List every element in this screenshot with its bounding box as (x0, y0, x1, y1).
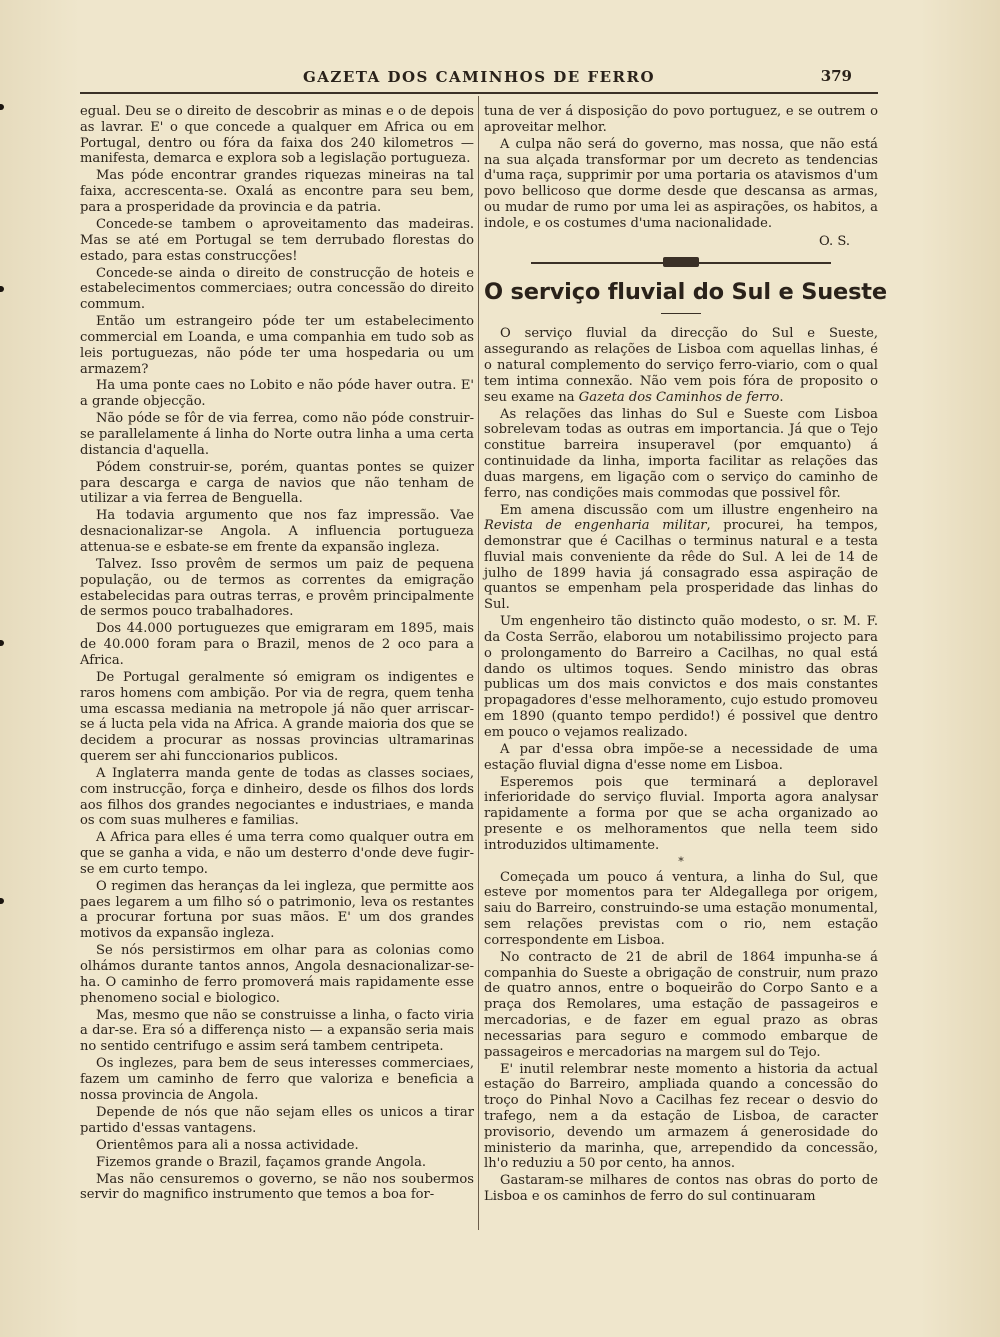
paragraph: Pódem construir-se, porém, quantas pontes se quizer para descarga e carga de navios que não tenham de utilizar a via ferrea de Benguella. (80, 459, 474, 507)
paragraph: Começada um pouco á ventura, a linha do Sul, que esteve por momentos para ter Aldegallega por origem, saiu do Barreiro, construindo-se uma estação monumental, sem relações previstas com o rio, nem estação correspondente em Lisboa. (484, 869, 878, 948)
paragraph: A par d'essa obra impõe-se a necessidade de uma estação fluvial digna d'esse nome em Lisboa. (484, 741, 878, 773)
page-number: 379 (820, 67, 852, 85)
paragraph: No contracto de 21 de abril de 1864 impunha-se á companhia do Sueste a obrigação de construir, num prazo de quatro annos, entre o boqueirão do Corpo Santo e a praça dos Remolares, uma estação de passageiros e mercadorias, e de fazer em egual prazo as obras necessarias para seguro e commodo embarque de passageiros e mercadorias na margem sul do Tejo. (484, 949, 878, 1060)
paragraph: A Africa para elles é uma terra como qualquer outra em que se ganha a vida, e não um desterro d'onde deve fugir-se em curto tempo. (80, 830, 474, 877)
binding-mark (0, 640, 4, 646)
paragraph: A culpa não será do governo, mas nossa, que não está na sua alçada transformar por um decreto as tendencias d'uma raça, supprimir por uma portaria os atavismos d'um povo bellicoso que dorme desde que descansa as armas, ou mudar de rumo por uma lei as aspirações, os habitos, a indole, e os costumes d'uma nacionalidade. (484, 136, 878, 231)
asterism: * (678, 854, 684, 868)
paragraph: Concede-se tambem o aproveitamento das madeiras. Mas se até em Portugal se tem derrubado florestas do estado, para estas construcções! (80, 216, 474, 264)
left-column (80, 104, 474, 1204)
page-header (80, 60, 878, 94)
paragraph: Orientêmos para ali a nossa actividade. (96, 1137, 359, 1153)
paragraph: Dos 44.000 portuguezes que emigraram em 1895, mais de 40.000 foram para o Brazil, menos de 2 oco para a Africa. (80, 621, 474, 668)
paragraph: Se nós persistirmos em olhar para as colonias como olhámos durante tantos annos, Angola desnacionalizar-se-ha. O caminho de ferro promoverá mais rapidamente esse phenomeno social e biologico. (80, 943, 474, 1006)
paragraph: Mas não censuremos o governo, se não nos soubermos servir do magnifico instrumento que temos a boa for- (80, 1171, 474, 1203)
right-column (484, 104, 887, 1206)
paragraph: Mas póde encontrar grandes riquezas mineiras na tal faixa, accrescenta-se. Oxalá as encontre para seu bem, para a prosperidade da provincia e da patria. (80, 168, 474, 215)
paragraph: O serviço fluvial da direcção do Sul e Sueste, assegurando as relações de Lisboa com aquellas linhas, é o natural complemento do serviço ferro-viario, com o qual tem intima connexão. Não vem pois fóra de proposito o seu exame na Gazeta dos Caminhos de ferro. (484, 326, 878, 405)
paragraph: Em amena discussão com um illustre engenheiro na Revista de engenharia militar, procurei, ha tempos, demonstrar que é Cacilhas o terminus natural e a testa fluvial mais conveniente da rêde do Sul. A lei de 14 de julho de 1899 havia já consagrado essa aspiração de quantos se empenham pela prosperidade das linhas do Sul. (484, 502, 878, 613)
title-rule (661, 313, 701, 314)
binding-mark (0, 286, 4, 292)
section-ornament (531, 255, 831, 271)
author-signature: O. S. (819, 233, 850, 249)
paragraph: Depende de nós que não sejam elles os unicos a tirar partido d'essas vantagens. (80, 1104, 474, 1136)
paragraph: Fizemos grande o Brazil, façamos grande Angola. (96, 1154, 427, 1170)
paragraph: Os inglezes, para bem de seus interesses commerciaes, fazem um caminho de ferro que valoriza e beneficia a nossa provincia de Angola. (80, 1056, 474, 1103)
article-title: O serviço fluvial do Sul e Sueste (484, 279, 887, 306)
paragraph: Um engenheiro tão distincto quão modesto, o sr. M. F. da Costa Serrão, elaborou um notabilissimo projecto para o prolongamento do Barreiro a Cacilhas, no qual está dando os ultimos toques. Sendo ministro das obras publicas um dos mais convictos e dos mais constantes propagadores d'esse melhoramento, cujo estudo promoveu em 1890 (quanto tempo perdido!) é possivel que dentro em pouco o vejamos realizado. (484, 614, 878, 740)
column-divider (478, 96, 479, 1230)
paragraph: As relações das linhas do Sul e Sueste com Lisboa sobrelevam todas as outras em importancia. Já que o Tejo constitue barreira insuperavel (por emquanto) á continuidade da linha, importa facilitar as relações das duas margens, em ligação com o serviço do caminho de ferro, nas condições mais commodas que possivel fôr. (484, 406, 878, 501)
paragraph: Ha uma ponte caes no Lobito e não póde haver outra. E' a grande objecção. (80, 378, 474, 410)
paragraph: Talvez. Isso provêm de sermos um paiz de pequena população, ou de termos as correntes da emigração estabelecidas para outras terras, e provêm principalmente de sermos pouco trabalhadores. (80, 557, 474, 620)
paragraph: tuna de ver á disposição do povo portuguez, e se outrem o aproveitar melhor. (484, 104, 878, 135)
paragraph: Então um estrangeiro póde ter um estabelecimento commercial em Loanda, e uma companhia em tudo sob as leis portuguezas, não póde ter uma hospedaria ou um armazem? (80, 314, 474, 377)
paragraph: Gastaram-se milhares de contos nas obras do porto de Lisboa e os caminhos de ferro do sul continuaram (484, 1173, 878, 1205)
paragraph: A Inglaterra manda gente de todas as classes sociaes, com instrucção, força e dinheiro, desde os filhos dos lords aos filhos dos grandes negociantes e industriaes, e manda os com suas mulheres e familias. (80, 765, 474, 829)
journal-title: Gazeta dos Caminhos de ferro (578, 389, 780, 405)
paragraph: egual. Deu se o direito de descobrir as minas e o de depois as lavrar. E' o que concede a qualquer em Africa ou em Portugal, dentro ou fóra da faixa dos 240 kilometros — manifesta, demarca e explora sob a legislação portugueza. (80, 104, 474, 167)
paragraph: E' inutil relembrar neste momento a historia da actual estação do Barreiro, ampliada quando a concessão do troço do Pinhal Novo a Cacilhas fez recear o desvio do trafego, nem a da estação de Lisboa, de caracter provisorio, devendo um armazem á generosidade do ministerio da marinha, que, arrependido da concessão, lh'o reduziu a 50 por cento, ha annos. (484, 1061, 878, 1172)
binding-mark (0, 104, 4, 110)
paragraph: Não póde se fôr de via ferrea, como não póde construir-se parallelamente á linha do Norte outra linha a uma certa distancia d'aquella. (80, 411, 474, 458)
journal-title: Revista de engenharia militar (484, 518, 707, 534)
paragraph: De Portugal geralmente só emigram os indigentes e raros homens com ambição. Por via de regra, quem tenha uma escassa mediania na metropole já não quer arriscar-se á lucta pela vida na Africa. A grande maioria dos que se decidem a procurar as nossas provincias ultramarinas querem ser ahi funccionarios publicos. (80, 669, 474, 764)
paragraph: Ha todavia argumento que nos faz impressão. Vae desnacionalizar-se Angola. A influencia portugueza attenua-se e esbate-se em frente da expansão ingleza. (80, 508, 474, 556)
paragraph: Concede-se ainda o direito de construcção de hoteis e estabelecimentos commerciaes; outra concessão do direito commum. (80, 265, 474, 313)
paragraph: Esperemos pois que terminará a deploravel inferioridade do serviço fluvial. Importa agora analysar rapidamente a forma por que se acha organizado ao presente e os melhoramentos que nella teem sido introduzidos ultimamente. (484, 774, 878, 853)
paragraph: O regimen das heranças da lei ingleza, que permitte aos paes legarem a um filho só o patrimonio, leva os restantes a procurar fortuna por suas mãos. E' um dos grandes motivos da expansão ingleza. (80, 878, 474, 942)
running-title: GAZETA DOS CAMINHOS DE FERRO (302, 68, 656, 86)
binding-mark (0, 898, 4, 904)
paragraph: Mas, mesmo que não se construisse a linha, o facto viria a dar-se. Era só a differença nisto — a expansão seria mais no sentido centrifugo e assim será tambem centripeta. (80, 1007, 474, 1055)
